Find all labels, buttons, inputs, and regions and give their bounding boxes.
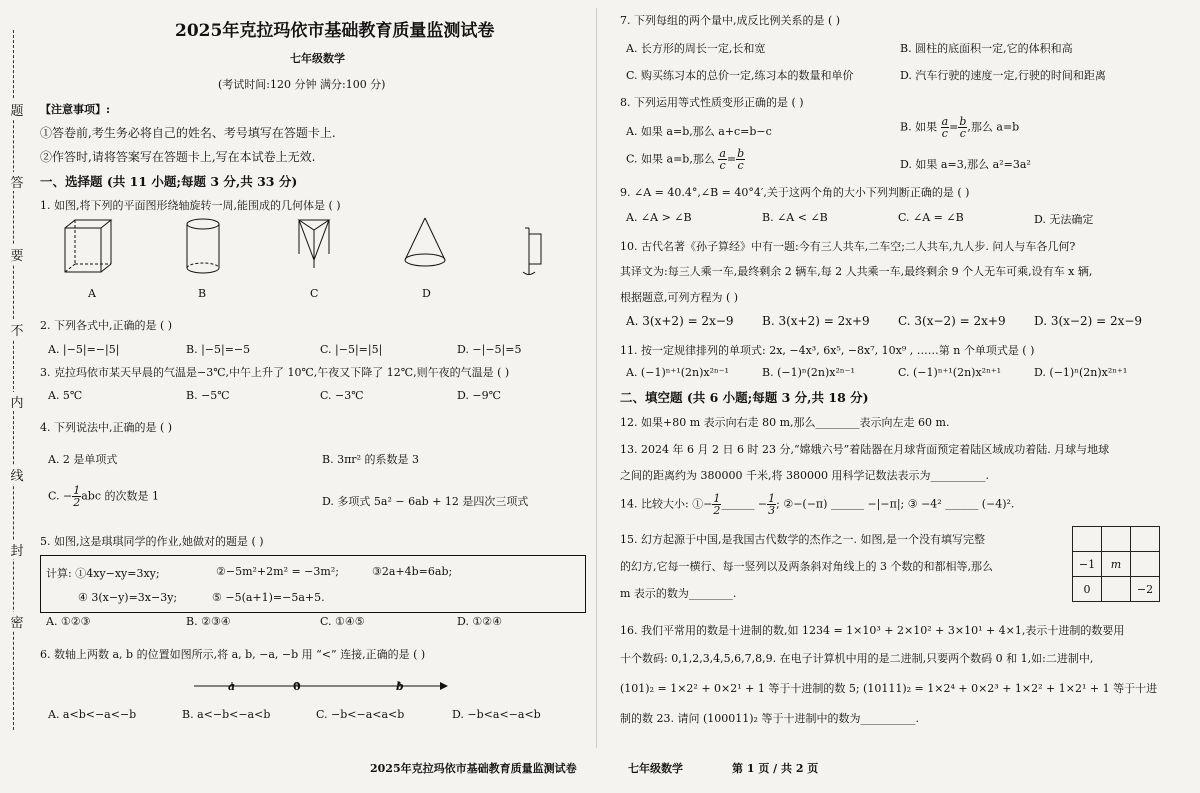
fraction: $\frac{a}{c}$ <box>719 147 726 172</box>
solids-figure <box>55 216 575 278</box>
magic-square <box>1072 526 1160 602</box>
homework-line: ③2a+4b=6ab; <box>372 565 453 578</box>
magic-cell <box>1073 527 1102 552</box>
seal-char: 内 <box>10 392 24 411</box>
magic-cell <box>1102 527 1131 552</box>
question-10-line1: 10. 古代名著《孙子算经》中有一题:今有三人共车,二车空;二人共车,九人步. 问人与车各几何? <box>620 240 1076 253</box>
question-5: 5. 如图,这是琪琪同学的作业,她做对的题是 ( ) <box>40 535 264 548</box>
option: A. (−1)ⁿ⁺¹(2n)x²ⁿ⁻¹ <box>626 366 729 379</box>
magic-cell: m <box>1102 552 1131 577</box>
magic-cell: −1 <box>1073 552 1102 577</box>
option: C. 购买练习本的总价一定,练习本的数量和单价 <box>626 69 854 82</box>
seal-char: 不 <box>10 320 24 339</box>
question-16-line2: 十个数码: 0,1,2,3,4,5,6,7,8,9. 在电子计算机中用的是二进制,只要两个数码 0 和 1,如:二进制中, <box>620 652 1094 665</box>
seal-char: 要 <box>10 245 24 264</box>
option: B. 圆柱的底面积一定,它的体积和高 <box>900 42 1073 55</box>
fig-label-d: D <box>422 287 431 300</box>
option: A. ∠A > ∠B <box>626 211 692 224</box>
question-14: 14. 比较大小: ①− $\frac{1}{2}$ ______ − $\frac{1}{3}$ ; ②−(−π) ______ −|−π|; ③ −4² ______ (−4)². <box>620 492 1015 517</box>
fraction: $\frac{b}{c}$ <box>737 147 745 172</box>
seal-char: 答 <box>10 172 24 191</box>
question-10-line3: 根据题意,可列方程为 ( ) <box>620 291 739 304</box>
fraction: $\frac{a}{c}$ <box>941 115 949 140</box>
option: D. 如果 a=3,那么 a²=3a² <box>900 158 1031 171</box>
option: C. (−1)ⁿ⁺¹(2n)x²ⁿ⁺¹ <box>898 366 1002 379</box>
question-12: 12. 如果+80 m 表示向右走 80 m,那么________表示向左走 60 m. <box>620 416 950 429</box>
seal-char: 线 <box>10 465 24 484</box>
question-13-line1: 13. 2024 年 6 月 2 日 6 时 23 分,“嫦娥六号”着陆器在月球背面预定着陆区域成功着陆. 月球与地球 <box>620 443 1110 456</box>
fraction: $\frac{1}{2}$ <box>73 484 81 509</box>
option: D. 汽车行驶的速度一定,行驶的时间和距离 <box>900 69 1106 82</box>
magic-cell: −2 <box>1131 577 1160 602</box>
option: B. 3(x+2) = 2x+9 <box>762 314 870 328</box>
question-15-line1: 15. 幻方起源于中国,是我国古代数学的杰作之一. 如图,是一个没有填写完整 <box>620 533 985 546</box>
option: B. −5℃ <box>186 389 230 402</box>
option: D. (−1)ⁿ(2n)x²ⁿ⁺¹ <box>1034 366 1128 379</box>
fig-label-b: B <box>198 287 207 300</box>
option-8c: C. 如果 a=b,那么 $\frac{a}{c}$ = $\frac{b}{c}$ <box>626 147 745 172</box>
fig-label-c: C <box>310 287 319 300</box>
option: D. −|−5|=5 <box>457 343 522 356</box>
axis-label-a: a <box>228 680 236 693</box>
option: B. ②③④ <box>186 615 231 628</box>
option: C. ①④⑤ <box>320 615 365 628</box>
fraction: $\frac{1}{3}$ <box>768 492 776 517</box>
option: A. 如果 a=b,那么 a+c=b−c <box>626 125 772 138</box>
option: B. a<−b<−a<b <box>182 708 271 721</box>
seal-char: 封 <box>10 540 24 559</box>
option: B. 3πr² 的系数是 3 <box>322 453 419 466</box>
question-16-line4: 制的数 23. 请问 (100011)₂ 等于十进制中的数为__________. <box>620 712 919 725</box>
section-1-heading: 一、选择题 (共 11 小题;每题 3 分,共 33 分) <box>40 174 298 189</box>
option-8b: B. 如果 $\frac{a}{c}$ = $\frac{b}{c}$ ,那么 a=b <box>900 115 1020 140</box>
exam-meta: (考试时间:120 分钟 满分:100 分) <box>218 78 386 91</box>
homework-line: ⑤ −5(a+1)=−5a+5. <box>212 591 325 604</box>
question-16-line1: 16. 我们平常用的数是十进制的数,如 1234 = 1×10³ + 2×10² + 3×10¹ + 4×1,表示十进制的数要用 <box>620 624 1125 637</box>
option: C. −b<−a<a<b <box>316 708 405 721</box>
option: D. 3(x−2) = 2x−9 <box>1034 314 1143 328</box>
option: B. ∠A < ∠B <box>762 211 828 224</box>
magic-cell <box>1131 552 1160 577</box>
question-6: 6. 数轴上两数 a, b 的位置如图所示,将 a, b, −a, −b 用 “<” 连接,正确的是 ( ) <box>40 648 426 661</box>
fraction: $\frac{1}{2}$ <box>713 492 721 517</box>
fraction: $\frac{b}{c}$ <box>959 115 967 140</box>
option: A. 5℃ <box>48 389 83 402</box>
homework-line: 计算: ①4xy−xy=3xy; <box>46 567 160 580</box>
fig-label-a: A <box>88 287 96 300</box>
option: B. |−5|=−5 <box>186 343 251 356</box>
option: B. (−1)ⁿ(2n)x²ⁿ⁻¹ <box>762 366 855 379</box>
question-10-line2: 其译文为:每三人乘一车,最终剩余 2 辆车,每 2 人共乘一车,最终剩余 9 个人无车可乘,设有车 x 辆, <box>620 265 1093 278</box>
option: A. a<b<−a<−b <box>48 708 137 721</box>
axis-label-0: 0 <box>293 680 301 693</box>
footer-page: 第 1 页 / 共 2 页 <box>732 762 819 775</box>
question-8: 8. 下列运用等式性质变形正确的是 ( ) <box>620 96 804 109</box>
question-7: 7. 下列每组的两个量中,成反比例关系的是 ( ) <box>620 14 841 27</box>
question-13-line2: 之间的距离约为 380000 千米,将 380000 用科学记数法表示为__________. <box>620 469 989 482</box>
question-11: 11. 按一定规律排列的单项式: 2x, −4x³, 6x⁵, −8x⁷, 10x⁹ , ……第 n 个单项式是 ( ) <box>620 344 1035 357</box>
subject-label: 七年级数学 <box>290 52 345 65</box>
homework-line: ④ 3(x−y)=3x−3y; <box>78 591 178 604</box>
option: C. 3(x−2) = 2x+9 <box>898 314 1006 328</box>
option: A. 长方形的周长一定,长和宽 <box>626 42 766 55</box>
option: C. ∠A = ∠B <box>898 211 964 224</box>
axis-label-b: b <box>396 680 404 693</box>
footer-subject: 七年级数学 <box>628 762 683 775</box>
option: D. ①②④ <box>457 615 503 628</box>
magic-cell <box>1131 527 1160 552</box>
question-1: 1. 如图,将下列的平面图形绕轴旋转一周,能围成的几何体是 ( ) <box>40 199 341 212</box>
column-divider <box>596 8 597 748</box>
question-2: 2. 下列各式中,正确的是 ( ) <box>40 319 173 332</box>
option-4c: C. − $\frac{1}{2}$ abc 的次数是 1 <box>48 484 159 509</box>
option: D. 无法确定 <box>1034 213 1094 226</box>
option: D. −b<a<−a<b <box>452 708 541 721</box>
homework-line: ②−5m²+2m² = −3m²; <box>216 565 339 578</box>
seal-char: 密 <box>10 612 24 631</box>
section-2-heading: 二、填空题 (共 6 小题;每题 3 分,共 18 分) <box>620 390 869 405</box>
option: A. ①②③ <box>46 615 91 628</box>
magic-cell <box>1102 577 1131 602</box>
question-16-line3: (101)₂ = 1×2² + 0×2¹ + 1 等于十进制的数 5; (10111)₂ = 1×2⁴ + 0×2³ + 1×2² + 1×2¹ + 1 等于十进 <box>620 682 1158 695</box>
option: C. |−5|=|5| <box>320 343 383 356</box>
footer-title: 2025年克拉玛依市基础教育质量监测试卷 <box>370 762 577 775</box>
note-2: ②作答时,请将答案写在答题卡上,写在本试卷上无效. <box>40 150 316 164</box>
option: D. 多项式 5a² − 6ab + 12 是四次三项式 <box>322 495 529 508</box>
option: A. 2 是单项式 <box>48 453 118 466</box>
question-15-line2: 的幻方,它每一横行、每一竖列以及两条斜对角线上的 3 个数的和都相等,那么 <box>620 560 993 573</box>
note-1: ①答卷前,考生务必将自己的姓名、考号填写在答题卡上. <box>40 126 336 140</box>
question-4: 4. 下列说法中,正确的是 ( ) <box>40 421 173 434</box>
page-title: 2025年克拉玛依市基础教育质量监测试卷 <box>175 21 495 41</box>
notes-heading: 【注意事项】: <box>40 103 111 116</box>
option: A. 3(x+2) = 2x−9 <box>626 314 734 328</box>
homework-box <box>40 555 586 613</box>
option: A. |−5|=−|5| <box>48 343 120 356</box>
question-3: 3. 克拉玛依市某天早晨的气温是−3℃,中午上升了 10℃,午夜又下降了 12℃,则午夜的气温是 ( ) <box>40 366 510 379</box>
option: D. −9℃ <box>457 389 501 402</box>
question-9: 9. ∠A = 40.4°,∠B = 40°4′,关于这两个角的大小下列判断正确的是 ( ) <box>620 186 970 199</box>
seal-char: 题 <box>10 100 24 119</box>
question-15-line3: m 表示的数为________. <box>620 587 737 600</box>
option: C. −3℃ <box>320 389 364 402</box>
magic-cell: 0 <box>1073 577 1102 602</box>
